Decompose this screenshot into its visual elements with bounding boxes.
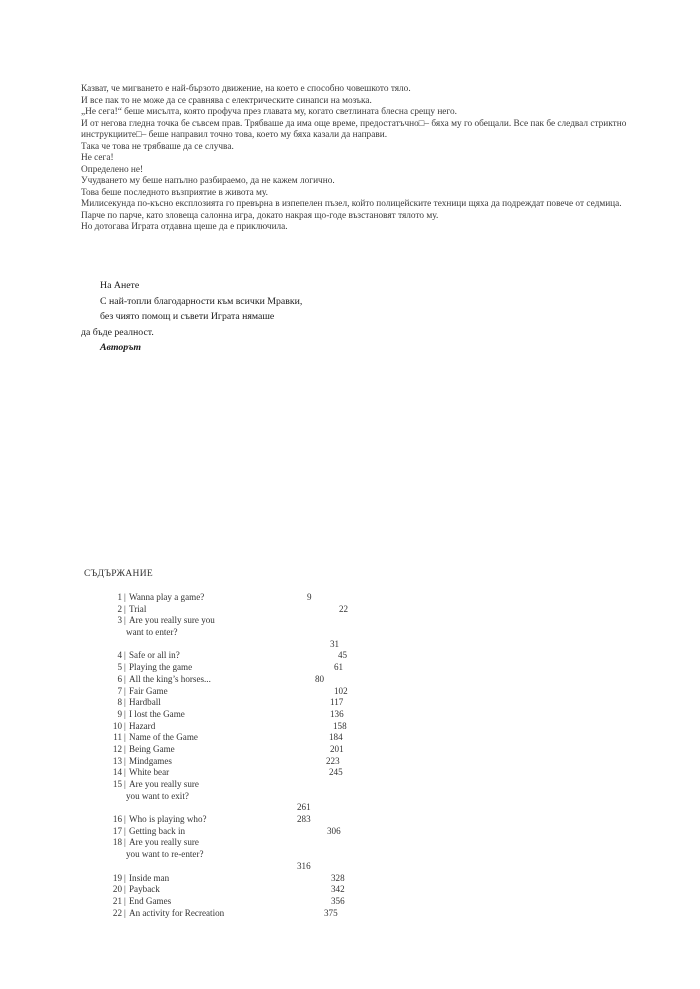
toc-entry-title: Hardball bbox=[129, 697, 161, 708]
toc-entry[interactable] bbox=[0, 908, 700, 920]
toc-entry-title: Being Game bbox=[129, 743, 175, 754]
toc-entry-page: 261 bbox=[297, 802, 311, 813]
toc-entry-title: Are you really sure bbox=[129, 837, 199, 848]
toc-entry-number: 1 bbox=[117, 592, 122, 602]
toc-entry[interactable] bbox=[0, 826, 700, 838]
toc-entry-number: 9 bbox=[117, 708, 122, 719]
toc-separator: | bbox=[124, 755, 126, 766]
dedication-author: Авторът bbox=[100, 342, 141, 353]
toc-entry[interactable] bbox=[0, 873, 700, 885]
toc-entry-number: 13 bbox=[112, 755, 122, 766]
toc-entry[interactable] bbox=[0, 896, 700, 908]
toc-separator: | bbox=[124, 720, 126, 731]
toc-separator: | bbox=[124, 685, 126, 696]
toc-entry-number: 11 bbox=[113, 732, 122, 743]
toc-entry-title: Trial bbox=[129, 603, 147, 614]
toc-entry-page: 342 bbox=[331, 884, 345, 895]
dedication bbox=[81, 278, 484, 356]
toc-entry-page: 245 bbox=[329, 767, 343, 778]
toc-entry-number: 3 bbox=[117, 615, 122, 626]
toc-entry-page-row bbox=[0, 639, 700, 651]
toc-entry-title-continued: want to enter? bbox=[126, 627, 178, 638]
toc-entry[interactable] bbox=[0, 837, 700, 849]
toc-entry[interactable] bbox=[0, 674, 700, 686]
toc-entry-title-continued: you want to re-enter? bbox=[126, 849, 204, 860]
toc-entry-continuation[interactable] bbox=[0, 791, 700, 803]
toc-entry[interactable] bbox=[0, 604, 700, 616]
toc-entry-page: 117 bbox=[330, 697, 344, 708]
toc-entry-title: Inside man bbox=[129, 872, 170, 883]
paragraph: Милисекунда по-късно експлозията го превърна в изпепелен пъзел, който полицейските техници щяха да подреждат повече от седмица. Парче по парче, като зловеща салонна игра, докато накрая що-годе възстановят тялото му. bbox=[81, 199, 622, 221]
toc-entry[interactable] bbox=[0, 767, 700, 779]
dedication-line: С най-топли благодарности към всички Мравки, bbox=[100, 295, 303, 307]
toc-separator: | bbox=[124, 884, 126, 895]
toc-separator: | bbox=[124, 743, 126, 754]
toc-entry-title: White bear bbox=[129, 767, 170, 778]
toc-entry-number: 5 bbox=[117, 662, 122, 673]
toc-entry-page: 61 bbox=[334, 662, 344, 673]
toc-separator: | bbox=[124, 732, 126, 743]
toc-entry-number: 16 bbox=[112, 814, 122, 825]
toc-entry[interactable] bbox=[0, 744, 700, 756]
toc-separator: | bbox=[124, 872, 126, 883]
toc-entry-page: 223 bbox=[326, 755, 340, 766]
toc-separator: | bbox=[124, 662, 126, 673]
toc-entry-title: Playing the game bbox=[129, 662, 193, 673]
toc-separator: | bbox=[124, 907, 126, 918]
toc-entry-title: End Games bbox=[129, 895, 172, 906]
toc-entry[interactable] bbox=[0, 732, 700, 744]
toc-entry-page: 201 bbox=[330, 743, 344, 754]
toc-entry-number: 14 bbox=[112, 767, 122, 778]
toc-entry-page: 306 bbox=[327, 825, 341, 836]
toc-entry-continuation[interactable] bbox=[0, 627, 700, 639]
toc-entry-number: 4 bbox=[117, 650, 122, 661]
paragraph: Казват, че мигването е най-бързото движение, на което е способно човешкото тяло. bbox=[81, 84, 411, 94]
toc-entry[interactable] bbox=[0, 662, 700, 674]
toc-entry[interactable] bbox=[0, 697, 700, 709]
toc-entry-page: 31 bbox=[330, 638, 340, 649]
toc-entry-number: 15 bbox=[112, 779, 122, 789]
toc-entry-continuation[interactable] bbox=[0, 849, 700, 861]
toc-entry-page: 45 bbox=[338, 650, 348, 661]
toc-entry-title: Are you really sure you bbox=[129, 615, 215, 626]
paragraph: Но дотогава Играта отдавна щеше да е приключила. bbox=[81, 222, 288, 232]
toc-entry-number: 2 bbox=[117, 603, 122, 614]
paragraph: И все пак то не може да се сравнява с електрическите синапси на мозъка. bbox=[81, 95, 372, 106]
toc-entry-title: Wanna play a game? bbox=[129, 592, 205, 602]
toc-entry[interactable] bbox=[0, 814, 700, 826]
paragraph: „Не сега!“ беше мисълта, която профуча през главата му, когато светлината блесна срещу него. bbox=[81, 107, 457, 117]
toc-entry-number: 21 bbox=[112, 895, 122, 906]
toc-entry-title: Who is playing who? bbox=[129, 814, 207, 825]
toc-entry-page-row bbox=[0, 802, 700, 814]
toc-entry-title: Fair Game bbox=[129, 685, 168, 696]
toc-separator: | bbox=[124, 615, 126, 626]
toc-entry-title: Hazard bbox=[129, 720, 156, 731]
toc-separator: | bbox=[124, 779, 126, 789]
toc-entry-title: All the king’s horses... bbox=[129, 673, 211, 684]
toc-separator: | bbox=[124, 837, 126, 848]
toc-separator: | bbox=[124, 895, 126, 906]
toc-entry[interactable] bbox=[0, 650, 700, 662]
toc-separator: | bbox=[124, 603, 126, 614]
toc-entry[interactable] bbox=[0, 756, 700, 768]
toc-entry-page: 316 bbox=[297, 860, 311, 871]
toc-separator: | bbox=[124, 697, 126, 708]
paragraph: Не сега! bbox=[81, 153, 114, 163]
toc-entry[interactable] bbox=[0, 615, 700, 627]
toc-entry-page: 158 bbox=[333, 720, 347, 731]
toc-entry-number: 10 bbox=[112, 720, 122, 731]
toc-heading: СЪДЪРЖАНИЕ bbox=[84, 569, 153, 579]
toc-entry-number: 8 bbox=[117, 697, 122, 708]
toc-entry-title: I lost the Game bbox=[129, 708, 185, 719]
toc-entry-title: Getting back in bbox=[129, 825, 186, 836]
toc-entry-number: 6 bbox=[117, 673, 122, 684]
toc-entry-number: 7 bbox=[117, 685, 122, 696]
toc-separator: | bbox=[124, 825, 126, 836]
toc-entry-title: Safe or all in? bbox=[129, 650, 180, 661]
dedication-recipient: На Анете bbox=[100, 280, 140, 291]
toc-entry-page: 9 bbox=[307, 592, 312, 602]
toc-entry-page: 184 bbox=[329, 732, 343, 743]
toc-entry[interactable] bbox=[0, 709, 700, 721]
paragraph: И от негова гледна точка бе съвсем прав. Трябваше да има още време, предостатъчно□– бяха му го обещали. Все пак бе следвал стриктно инструкциите□– беше направил точно това, което му бяха казали да направи. bbox=[81, 118, 627, 140]
toc-entry-number: 18 bbox=[112, 837, 122, 848]
toc-entry-number: 17 bbox=[112, 825, 122, 836]
toc-entry-page: 136 bbox=[330, 708, 344, 719]
toc-separator: | bbox=[124, 650, 126, 661]
toc-entry-title: Payback bbox=[129, 884, 160, 895]
toc-entry-page-row bbox=[0, 861, 700, 873]
toc-entry[interactable] bbox=[0, 779, 700, 791]
toc-entry-title: An activity for Recreation bbox=[129, 907, 225, 918]
toc-entry-number: 19 bbox=[112, 872, 122, 883]
toc-entry[interactable] bbox=[0, 686, 700, 698]
dedication-line: без чиято помощ и съвети Играта нямаше bbox=[100, 311, 275, 322]
opening-prose bbox=[81, 84, 641, 234]
toc-entry-page: 356 bbox=[331, 895, 345, 906]
toc-entry-page: 375 bbox=[324, 907, 338, 918]
toc-entry-title-continued: you want to exit? bbox=[126, 790, 189, 801]
toc-entry-page: 283 bbox=[297, 814, 311, 825]
toc-entry[interactable] bbox=[0, 884, 700, 896]
toc-separator: | bbox=[124, 767, 126, 778]
toc-entry[interactable] bbox=[0, 721, 700, 733]
table-of-contents bbox=[0, 592, 700, 919]
toc-entry-title: Mindgames bbox=[129, 755, 172, 766]
toc-entry-number: 22 bbox=[112, 907, 122, 918]
toc-separator: | bbox=[124, 592, 126, 602]
toc-entry-page: 328 bbox=[331, 872, 345, 883]
toc-entry[interactable] bbox=[0, 592, 700, 604]
dedication-line: да бъде реалност. bbox=[81, 326, 154, 338]
toc-entry-page: 80 bbox=[315, 673, 325, 684]
toc-entry-number: 12 bbox=[112, 743, 122, 754]
toc-entry-page: 22 bbox=[339, 603, 349, 614]
toc-separator: | bbox=[124, 814, 126, 825]
paragraph: Определено не! bbox=[81, 164, 144, 175]
toc-entry-title: Are you really sure bbox=[129, 779, 199, 789]
toc-separator: | bbox=[124, 673, 126, 684]
toc-entry-title: Name of the Game bbox=[129, 732, 198, 743]
toc-entry-number: 20 bbox=[112, 884, 122, 895]
toc-separator: | bbox=[124, 708, 126, 719]
toc-entry-page: 102 bbox=[334, 685, 348, 696]
paragraph: Учудването му беше напълно разбираемо, да не кажем логично. bbox=[81, 176, 335, 186]
paragraph: Това беше последното възприятие в живота му. bbox=[81, 187, 268, 198]
paragraph: Така че това не трябваше да се случва. bbox=[81, 141, 234, 152]
